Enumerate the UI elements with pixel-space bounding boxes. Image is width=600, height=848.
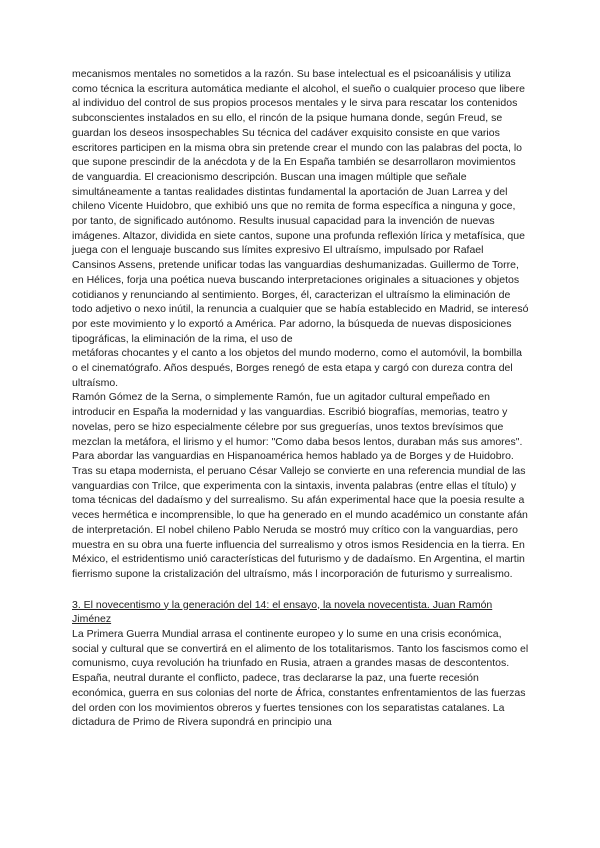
paragraph-primera-guerra-mundial: La Primera Guerra Mundial arrasa el continente europeo y lo sume en una crisis económica, social y cultural que se convertirá en el alimento de los totalitarismos. Tanto los fascismos como el comunismo, cuya revolución ha triunfado en Rusia, atraen a grandes masas de descontentos. España, neutral durante el conflicto, padece, tras declararse la paz, una fuerte recesión económica, guerra en sus colonias del norte de África, constantes enfrentamientos de las fuerzas del orden con los movimientos obreros y fuertes tensiones con los separatistas catalanes. La dictadura de Primo de Rivera supondrá en principio una xyxy=(72,628,529,729)
paragraph-vanguardias-hispanoamerica: Para abordar las vanguardias en Hispanoamérica hemos hablado ya de Borges y de Huidobro. Tras su etapa modernista, el peruano César Vallejo se convierte en una referencia mundial de las vanguardias con Trilce, que experimenta con la sintaxis, inventa palabras (entre ellas el título) y toma técnicas del dadaísmo y del surrealismo. Su afán experimental hace que la poesia resulte a veces hermética e incomprensible, lo que ha generado en el mundo académico un constante afán de interpretación. El nobel chileno Pablo Neruda se mostró muy crítico con la vanguardias, pero muestra en su obra una fuerte influencia del surrealismo y otros ismos Residencia en la tierra. En México, el estridentismo unió características del futurismo y de dadaísmo. En Argentina, el martin fierrismo supone la cristalización del ultraísmo, más l incorporación de futurismo y surrealismo. xyxy=(72,450,528,580)
document-page xyxy=(72,67,530,730)
paragraph-surrealismo-vanguardias: mecanismos mentales no sometidos a la razón. Su base intelectual es el psicoanálisis y utiliza como técnica la escritura automática mediante el alcohol, el sueño o cualquier proceso que libere al individuo del control de sus propios procesos mentales y le sirva para rescatar los contenidos subconscientes instalados en su ello, el rincón de la psique humana donde, según Freud, se guardan los deseos insospechables Su técnica del cadáver exquisito consiste en que varios escritores participen en la misma obra sin pretende crear el mundo con las palabras del pocta, lo que supone prescindir de la anécdota y de la En España también se desarrollaron movimientos de vanguardia. El creacionismo descripción. Buscan una imagen múltiple que señale simultáneamente a tantas realidades distintas fundamental la aportación de Juan Larrea y del chileno Vicente Huidobro, que exhibió uns que no remita de forma específica a ninguna y goce, por tanto, de significado autónomo. Results inusual capacidad para la invención de nuevas imágenes. Altazor, dividida en siete cantos, supone una profunda reflexión lírica y metafísica, que juega con el lenguaje buscando sus límites expresivo El ultraísmo, impulsado por Rafael Cansinos Assens, pretende unificar todas las vanguardias deshumanizadas. Guillermo de Torre, en Hélices, forja una poética nueva buscando interpretaciones originales a situaciones y objetos cotidianos y renunciando al sentimiento. Borges, él, caracterizan el ultraísmo la eliminación de todo adjetivo o nexo inútil, la renuncia a cualquier que se había establecido en Madrid, se interesó por este movimiento y lo exportó a América. Par adorno, la búsqueda de nuevas disposiciones tipográficas, la eliminación de la rima, el uso de xyxy=(72,68,529,345)
paragraph-ramon-gomez-de-la-serna: Ramón Gómez de la Serna, o simplemente Ramón, fue un agitador cultural empeñado en introducir en España la modernidad y las vanguardias. Escribió biografías, memorias, teatro y novelas, pero se hizo especialmente célebre por sus greguerías, unos textos brevísimos que mezclan la metáfora, el lirismo y el humor: "Como daba besos lentos, duraban más sus amores". xyxy=(72,391,523,448)
paragraph-ultraismo-metaforas: metáforas chocantes y el canto a los objetos del mundo moderno, como el automóvil, la bombilla o el cinematógrafo. Años después, Borges renegó de esta etapa y cargó con dureza contra del ultraísmo. xyxy=(72,347,522,389)
section-heading-novecentismo: 3. El novecentismo y la generación del 14: el ensayo, la novela novecentista. Juan Ramón Jiménez xyxy=(72,598,493,626)
